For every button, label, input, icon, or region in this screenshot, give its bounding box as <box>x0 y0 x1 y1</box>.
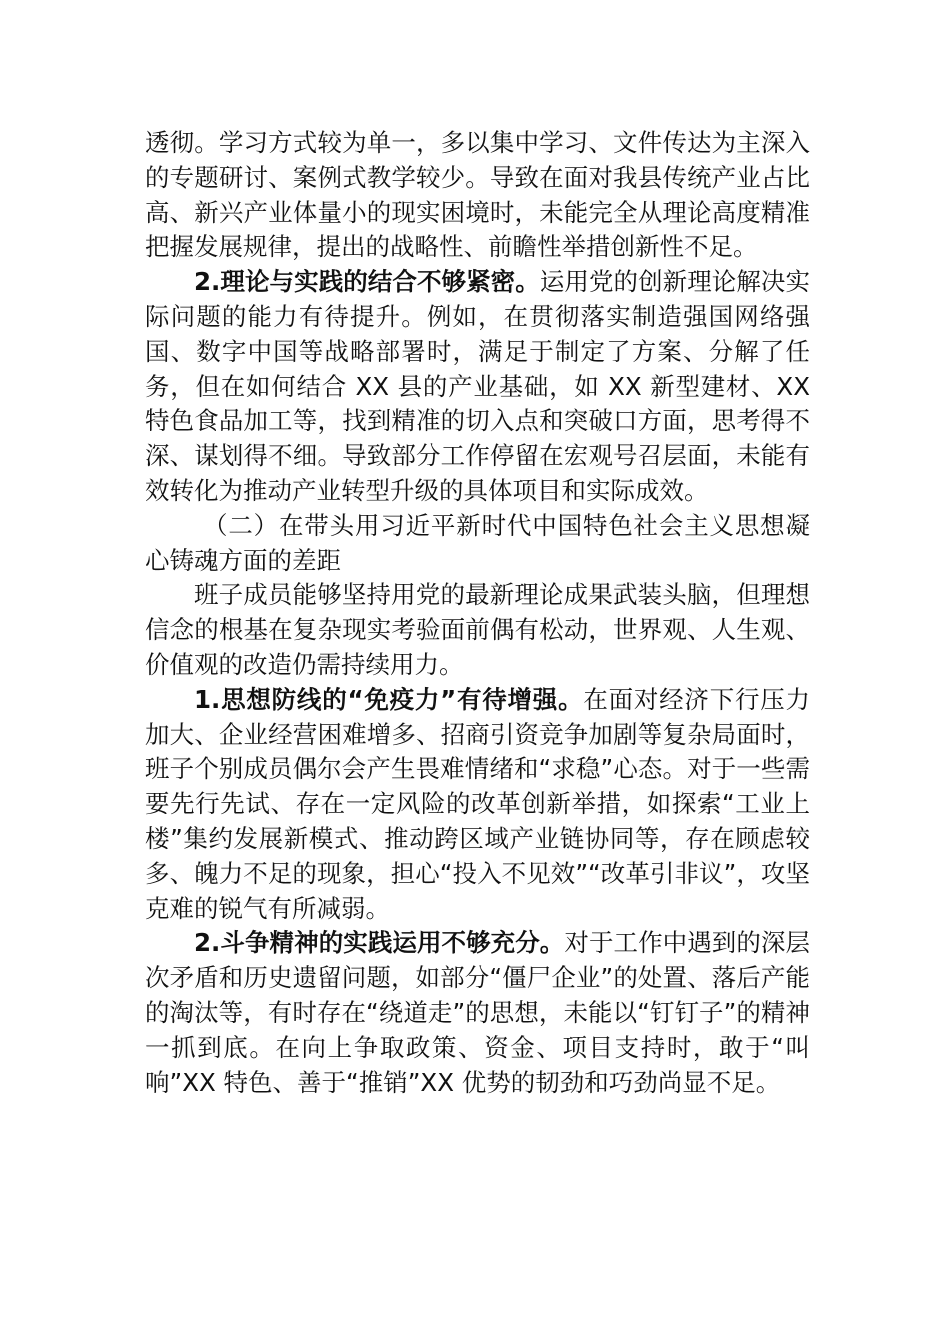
section-heading-text: （二）在带头用习近平新时代中国特色社会主义思想凝心铸魂方面的差距 <box>145 510 810 575</box>
point-heading: 2.理论与实践的结合不够紧密。 <box>194 267 540 297</box>
point-heading: 2.斗争精神的实践运用不够充分。 <box>194 928 565 958</box>
paragraph-text: 在面对经济下行压力加大、企业经营困难增多、招商引资竞争加剧等复杂局面时，班子个别成员偶尔会产生畏难情绪和“求稳”心态。对于一些需要先行先试、存在一定风险的改革创新举措，如探索“工业上楼”集约发展新模式、推动跨区域产业链协同等，存在顾虑较多、魄力不足的现象，担心“投入不见效”“改革引非议”，攻坚克难的锐气有所减弱。 <box>145 684 811 923</box>
paragraph-point-immunity <box>145 683 810 927</box>
paragraph-text: 班子成员能够坚持用党的最新理论成果武装头脑，但理想信念的根基在复杂现实考验面前偶有松动，世界观、人生观、价值观的改造仍需持续用力。 <box>145 580 810 679</box>
paragraph-body <box>145 578 810 682</box>
paragraph-text: 运用党的创新理论解决实际问题的能力有待提升。例如，在贯彻落实制造强国网络强国、数字中国等战略部署时，满足于制定了方案、分解了任务，但在如何结合 XX 县的产业基础，如 XX 新型建材、XX 特色食品加工等，找到精准的切入点和突破口方面，思考得不深、谋划得不细。导致部分工作停留在宏观号召层面，未能有效转化为推动产业转型升级的具体项目和实际成效。 <box>145 267 810 505</box>
paragraph-point-struggle-spirit <box>145 926 810 1100</box>
paragraph-point-theory-practice <box>145 265 810 509</box>
point-heading: 1.思想防线的“免疫力”有待增强。 <box>194 684 584 714</box>
paragraph-continuation <box>145 126 810 265</box>
paragraph-text: 对于工作中遇到的深层次矛盾和历史遗留问题，如部分“僵尸企业”的处置、落后产能的淘汰等，有时存在“绕道走”的思想，未能以“钉钉子”的精神一抓到底。在向上争取政策、资金、项目支持时，敢于“叫响”XX 特色、善于“推销”XX 优势的韧劲和巧劲尚显不足。 <box>145 928 811 1097</box>
paragraph-text: 透彻。学习方式较为单一，多以集中学习、文件传达为主深入的专题研讨、案例式教学较少。导致在面对我县传统产业占比高、新兴产业体量小的现实困境时，未能完全从理论高度精准把握发展规律，提出的战略性、前瞻性举措创新性不足。 <box>145 128 810 262</box>
section-heading <box>145 509 810 579</box>
document-page <box>145 126 810 1100</box>
